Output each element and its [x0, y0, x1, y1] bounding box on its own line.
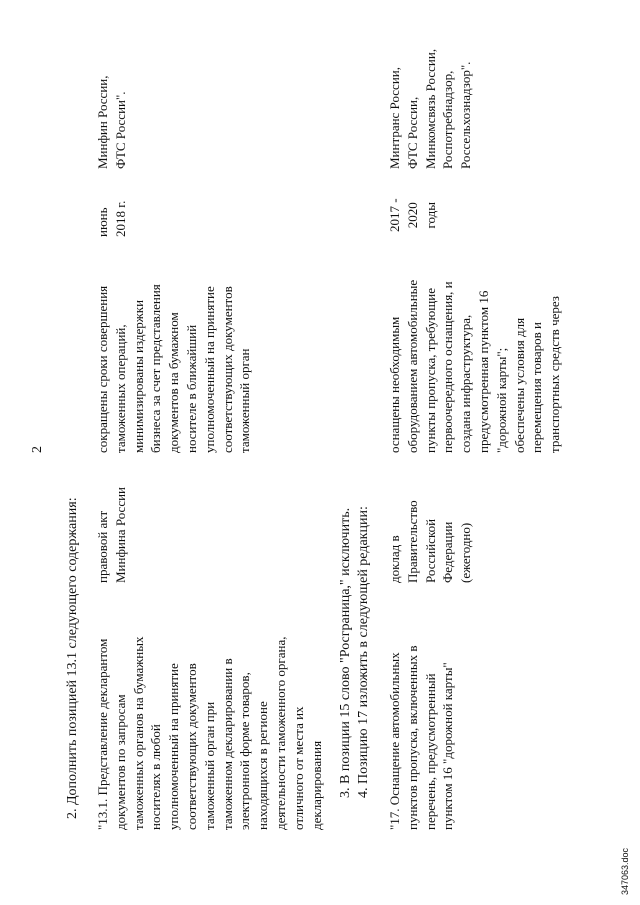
row-17-result	[386, 280, 564, 453]
cell-line: "17. Оснащение автомобильных	[387, 652, 402, 830]
cell-line: перемещения товаров и	[529, 321, 545, 453]
cell-line: документов на бумажном	[166, 312, 182, 453]
cell-line: Правительство	[404, 500, 420, 583]
cell-line: 2018 г.	[112, 200, 128, 237]
paragraph-4: 4. Позицию 17 изложить в следующей редакции:	[356, 506, 371, 798]
row-13-1-measure	[94, 636, 325, 830]
cell-line: уполномоченный на принятие	[201, 286, 217, 453]
cell-line: первоочередного оснащения, и	[440, 281, 456, 453]
cell-line: таможенных операций,	[112, 324, 128, 453]
cell-line: Федерации	[440, 521, 456, 583]
cell-line: Роспотребнадзор,	[440, 70, 456, 169]
page-number: 2	[30, 446, 45, 453]
cell-line: пунктом 16 "дорожной карты"	[440, 662, 456, 830]
paragraph-2: 2. Дополнить позицией 13.1 следующего содержания:	[65, 497, 80, 819]
cell-line: Минфина России	[112, 486, 128, 583]
cell-line: транспортных средств через	[547, 296, 563, 453]
cell-line: деятельности таможенного органа,	[272, 636, 288, 830]
cell-line: 2017 -	[387, 198, 402, 232]
cell-line: документов по запросам	[112, 694, 128, 830]
file-name: 347063.doc	[620, 847, 630, 895]
cell-line: уполномоченный на принятие	[166, 663, 182, 830]
cell-line: (ежегодно)	[458, 522, 474, 583]
row-17-term	[386, 198, 439, 232]
cell-line: Минтранс России,	[387, 67, 402, 169]
cell-line: "13.1. Представление декларантом	[95, 638, 110, 830]
cell-line: оснащены необходимым	[387, 316, 402, 453]
row-13-1-result	[94, 284, 254, 453]
cell-line: оборудованием автомобильные	[404, 279, 420, 453]
row-17-measure	[386, 645, 457, 830]
cell-line: Россельхознадзор".	[458, 61, 474, 169]
cell-line: таможенных органов на бумажных	[130, 636, 146, 830]
cell-line: перечень, предусмотренный	[422, 673, 438, 830]
row-17-form	[386, 500, 475, 583]
cell-line: носителе в ближайший	[183, 324, 199, 453]
cell-line: таможенном декларировании в	[219, 658, 235, 830]
cell-line: декларирования	[308, 740, 324, 830]
cell-line: ФТС России".	[112, 91, 128, 169]
row-13-1-term	[94, 201, 130, 237]
cell-line: июнь	[95, 207, 110, 237]
cell-line: пунктов пропуска, включенных в	[404, 645, 420, 830]
cell-line: бизнеса за счет представления	[148, 284, 164, 453]
row-13-1-responsible	[94, 76, 130, 170]
cell-line: обеспечены условия для	[511, 317, 527, 453]
cell-line: предусмотренная пунктом 16	[475, 290, 491, 453]
paragraph-3: 3. В позиции 15 слово "Росграница," исключить.	[338, 507, 353, 798]
cell-line: Минфин России,	[95, 75, 110, 169]
cell-line: "дорожной карты";	[493, 347, 509, 453]
cell-line: 2020	[404, 202, 420, 229]
cell-line: Минкомсвязь России,	[422, 48, 438, 169]
cell-line: таможенный орган при	[201, 701, 217, 830]
cell-line: годы	[422, 201, 438, 229]
cell-line: доклад в	[387, 535, 402, 583]
cell-line: создана инфраструктура,	[458, 314, 474, 453]
cell-line: ФТС России,	[404, 96, 420, 169]
row-13-1-form	[94, 487, 130, 583]
cell-line: находящихся в регионе	[255, 701, 271, 830]
cell-line: носителях в любой	[148, 724, 164, 830]
cell-line: пункты пропуска, требующие	[422, 288, 438, 453]
cell-line: соответствующих документов	[219, 286, 235, 453]
row-17-responsible	[386, 49, 475, 169]
cell-line: Российской	[422, 518, 438, 583]
cell-line: таможенный орган	[237, 348, 253, 453]
cell-line: минимизированы издержки	[130, 299, 146, 453]
cell-line: сокращены сроки совершения	[95, 285, 110, 453]
cell-line: соответствующих документов	[183, 663, 199, 830]
cell-line: правовой акт	[95, 510, 110, 583]
cell-line: отличного от места их	[290, 706, 306, 830]
cell-line: электронной форме товаров,	[237, 672, 253, 830]
